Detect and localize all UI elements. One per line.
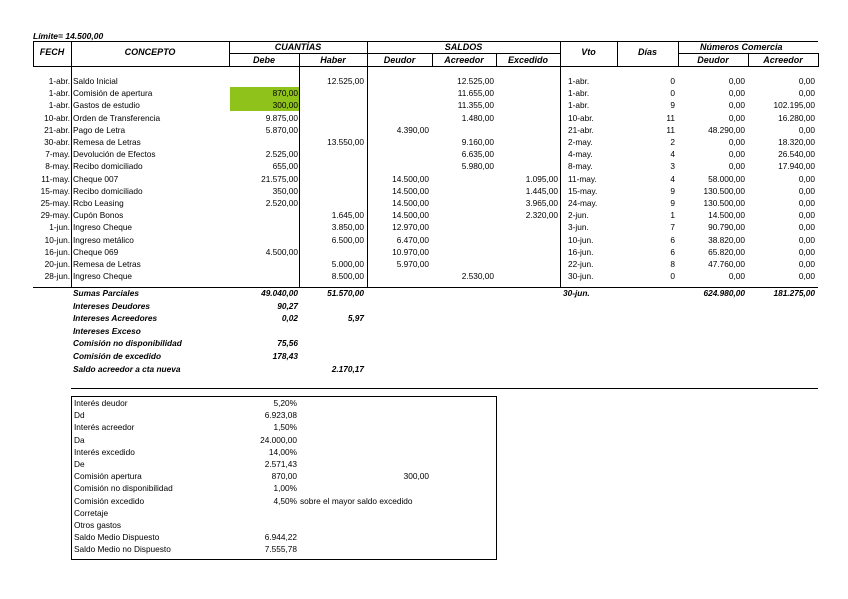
cell-acreedor <box>432 221 494 233</box>
cell-excedido: 1.445,00 <box>525 185 558 196</box>
cell-deudor: 10.970,00 <box>392 246 429 257</box>
parameter-extra: 300,00 <box>403 471 429 482</box>
cell-haber <box>299 124 364 136</box>
header-numeros-acreedor: Acreedor <box>763 55 803 65</box>
body-vline <box>560 67 561 287</box>
cell-excedido <box>496 112 558 124</box>
parameter-value: 6.923,08 <box>264 410 297 421</box>
cell-acreedor: 11.355,00 <box>457 100 494 111</box>
cell-concepto: Pago de Letra <box>73 124 126 135</box>
cell-excedido: 3.965,00 <box>525 198 558 208</box>
summary-num-acreedor <box>748 300 815 312</box>
cell-concepto: Ingreso Cheque <box>73 271 133 282</box>
cell-acreedor: 12.525,00 <box>457 76 494 86</box>
cell-deudor: 4.390,00 <box>396 124 429 135</box>
parameter-value: 24.000,00 <box>260 434 297 445</box>
cell-num-acreedor: 0,00 <box>798 259 815 269</box>
parameter-value: 1,50% <box>273 422 297 433</box>
cell-dias: 7 <box>670 222 675 233</box>
summary-label: Intereses Deudores <box>73 300 151 311</box>
cell-fecha: 16-jun. <box>44 246 70 257</box>
cell-fecha: 30-abr. <box>44 137 70 147</box>
summary-label: Comisión no disponibilidad <box>73 338 182 349</box>
cell-excedido <box>496 221 558 233</box>
cell-acreedor <box>432 234 494 246</box>
summary-num-acreedor <box>748 312 815 324</box>
summary-vto <box>563 325 613 337</box>
cell-num-deudor: 0,00 <box>728 112 745 123</box>
summary-vto <box>563 312 613 324</box>
cell-debe <box>229 136 298 148</box>
cell-haber: 1.645,00 <box>331 210 364 221</box>
cell-excedido <box>496 234 558 246</box>
cell-debe <box>229 75 298 87</box>
header-saldos: SALDOS <box>444 42 483 52</box>
parameter-label: Comisión no disponibilidad <box>74 483 173 494</box>
cell-num-acreedor: 26.540,00 <box>778 149 815 160</box>
cell-acreedor <box>432 185 494 197</box>
parameter-label: Interés acreedor <box>74 422 135 433</box>
cell-acreedor <box>432 258 494 270</box>
header-cuantias: CUANTÍAS <box>274 42 322 52</box>
parameter-value <box>229 519 297 531</box>
cell-debe: 350,00 <box>272 185 298 196</box>
cell-deudor: 14.500,00 <box>392 185 429 196</box>
cell-vto: 21-abr. <box>568 124 594 135</box>
parameter-label: Saldo Medio no Dispuesto <box>74 544 171 555</box>
cell-haber: 8.500,00 <box>331 271 364 282</box>
cell-deudor <box>367 136 429 148</box>
cell-fecha: 25-may. <box>40 198 70 208</box>
cell-haber <box>299 148 364 160</box>
cell-num-deudor: 90.790,00 <box>708 222 745 233</box>
cell-excedido <box>496 136 558 148</box>
cell-fecha: 10-abr. <box>44 112 70 123</box>
cell-concepto: Gastos de estudio <box>73 100 140 111</box>
section-separator <box>71 388 818 389</box>
summary-vto <box>563 350 613 362</box>
summary-vto <box>563 337 613 349</box>
cell-debe <box>229 258 298 270</box>
summary-num-deudor <box>678 325 745 337</box>
parameter-extra <box>300 446 490 458</box>
parameter-label: Comisión apertura <box>74 471 142 482</box>
header-numeros-comerciales: Números Comercia <box>700 42 783 52</box>
summary-debe <box>229 363 298 375</box>
cell-vto: 8-may. <box>568 161 593 172</box>
parameter-extra <box>300 397 490 409</box>
cell-deudor <box>367 160 429 172</box>
parameter-extra <box>300 409 490 421</box>
parameter-extra: sobre el mayor saldo excedido <box>300 495 413 506</box>
cell-debe <box>229 270 298 282</box>
cell-dias: 3 <box>670 161 675 172</box>
cell-dias: 9 <box>670 100 675 111</box>
summary-num-deudor <box>678 300 745 312</box>
cell-dias: 11 <box>666 124 675 135</box>
cell-num-deudor: 58.000,00 <box>708 173 745 184</box>
cell-vto: 4-may. <box>568 149 593 160</box>
cell-vto: 1-abr. <box>568 88 590 99</box>
cell-num-acreedor: 0,00 <box>798 124 815 135</box>
cell-vto: 1-abr. <box>568 76 590 86</box>
cell-num-deudor: 47.760,00 <box>708 259 745 269</box>
cell-num-deudor: 0,00 <box>728 76 745 86</box>
summary-debe: 178,43 <box>272 351 298 361</box>
cell-acreedor <box>432 197 494 209</box>
summary-haber: 51.570,00 <box>327 288 364 298</box>
parameter-label: Otros gastos <box>74 520 122 530</box>
summary-num-acreedor <box>748 350 815 362</box>
cell-num-acreedor: 18.320,00 <box>778 137 815 147</box>
cell-dias: 9 <box>670 185 675 196</box>
cell-debe <box>229 209 298 221</box>
cell-debe <box>229 234 298 246</box>
cell-acreedor <box>432 124 494 136</box>
cell-deudor: 5.970,00 <box>396 259 429 269</box>
cell-deudor <box>367 99 429 111</box>
parameter-extra <box>300 531 490 543</box>
body-vline <box>71 67 72 287</box>
cell-excedido <box>496 87 558 99</box>
cell-acreedor <box>432 209 494 221</box>
hdr-vline <box>818 53 819 67</box>
cell-haber <box>299 99 364 111</box>
cell-num-acreedor: 0,00 <box>798 246 815 257</box>
summary-num-acreedor: 181.275,00 <box>773 288 815 298</box>
cell-num-acreedor: 0,00 <box>798 234 815 245</box>
cell-vto: 30-jun. <box>568 271 594 282</box>
cell-haber <box>299 185 364 197</box>
cell-fecha: 29-may. <box>40 210 70 221</box>
cell-dias: 6 <box>670 234 675 245</box>
cell-debe: 5.870,00 <box>265 124 298 135</box>
cell-num-acreedor: 17.940,00 <box>778 161 815 172</box>
cell-haber <box>299 173 364 185</box>
cell-dias: 0 <box>670 88 675 99</box>
cell-num-acreedor: 0,00 <box>798 88 815 99</box>
cell-haber: 5.000,00 <box>331 259 364 269</box>
cell-deudor: 14.500,00 <box>392 210 429 221</box>
summary-num-deudor <box>678 337 745 349</box>
cell-num-deudor: 0,00 <box>728 149 745 160</box>
summary-vto: 30-jun. <box>563 288 590 298</box>
cell-excedido <box>496 246 558 258</box>
summary-label: Intereses Acreedores <box>73 313 158 324</box>
saldos-sub-line <box>367 53 560 54</box>
cell-vto: 16-jun. <box>568 246 594 257</box>
cell-num-acreedor: 0,00 <box>798 173 815 184</box>
cell-debe: 21.575,00 <box>261 173 298 184</box>
cell-vto: 10-jun. <box>568 234 594 245</box>
cell-excedido: 1.095,00 <box>525 173 558 184</box>
cell-fecha: 7-may. <box>45 149 70 160</box>
cell-num-deudor: 65.820,00 <box>708 246 745 257</box>
summary-num-deudor <box>678 312 745 324</box>
summary-haber <box>299 337 364 349</box>
summary-debe: 90,27 <box>277 300 298 311</box>
cell-vto: 15-may. <box>568 185 598 196</box>
cell-debe <box>229 221 298 233</box>
limite-label: Límite= 14.500,00 <box>33 31 104 41</box>
cell-dias: 6 <box>670 246 675 257</box>
cell-fecha: 1-abr. <box>48 100 70 111</box>
summary-haber: 5,97 <box>347 313 364 324</box>
header-saldo-deudor: Deudor <box>383 55 416 65</box>
cell-concepto: Remesa de Letras <box>73 259 141 269</box>
cell-vto: 22-jun. <box>568 259 594 269</box>
cell-deudor <box>367 148 429 160</box>
cell-fecha: 21-abr. <box>44 124 70 135</box>
header-debe: Debe <box>252 55 275 65</box>
cell-fecha: 1-abr. <box>48 76 70 86</box>
cell-num-deudor: 0,00 <box>728 137 745 147</box>
summary-debe: 0,02 <box>281 313 298 324</box>
cell-acreedor: 5.980,00 <box>461 161 494 172</box>
parameter-label: Interés deudor <box>74 398 128 408</box>
cell-acreedor: 9.160,00 <box>461 137 494 147</box>
cell-num-acreedor: 0,00 <box>798 185 815 196</box>
header-concepto: CONCEPTO <box>124 47 176 57</box>
parameter-extra <box>300 482 490 494</box>
cell-deudor: 14.500,00 <box>392 173 429 184</box>
cell-fecha: 10-jun. <box>44 234 70 245</box>
summary-haber: 2.170,17 <box>331 363 364 374</box>
parameter-extra <box>300 434 490 446</box>
cell-fecha: 1-jun. <box>49 222 70 233</box>
cell-concepto: Cupón Bonos <box>73 210 124 221</box>
parameter-value: 7.555,78 <box>264 544 297 555</box>
summary-haber <box>299 300 364 312</box>
parameter-label: Da <box>74 434 85 445</box>
cell-vto: 24-may. <box>568 198 598 208</box>
parameter-extra <box>300 507 490 519</box>
parameter-extra <box>300 519 490 531</box>
cell-deudor: 12.970,00 <box>392 222 429 233</box>
parameter-value: 870,00 <box>271 471 297 482</box>
cell-deudor: 6.470,00 <box>396 234 429 245</box>
cell-acreedor <box>432 173 494 185</box>
header-saldo-excedido: Excedido <box>507 55 548 65</box>
cell-concepto: Remesa de Letras <box>73 137 141 147</box>
cell-concepto: Cheque 007 <box>73 173 119 184</box>
cell-excedido: 2.320,00 <box>525 210 558 221</box>
summary-num-acreedor <box>748 337 815 349</box>
cell-haber <box>299 160 364 172</box>
parameter-value: 1,00% <box>273 483 297 494</box>
cell-fecha: 11-may. <box>41 173 70 184</box>
cell-vto: 3-jun. <box>568 222 589 233</box>
header-fech: FECH <box>39 47 65 57</box>
cell-deudor <box>367 270 429 282</box>
cell-excedido <box>496 160 558 172</box>
cell-debe: 870,00 <box>272 88 298 99</box>
summary-label: Comisión de excedido <box>73 351 162 361</box>
cell-vto: 2-may. <box>568 137 593 147</box>
cell-haber <box>299 87 364 99</box>
cell-excedido <box>496 99 558 111</box>
cell-num-deudor: 0,00 <box>728 88 745 99</box>
cell-num-deudor: 14.500,00 <box>708 210 745 221</box>
cell-haber: 13.550,00 <box>327 137 364 147</box>
cell-acreedor: 1.480,00 <box>461 112 494 123</box>
cell-excedido <box>496 148 558 160</box>
summary-label: Intereses Exceso <box>73 325 141 336</box>
summary-debe: 49.040,00 <box>261 288 298 298</box>
cell-vto: 11-may. <box>568 173 597 184</box>
cell-dias: 4 <box>670 149 675 160</box>
parameter-label: Comisión excedido <box>74 495 145 506</box>
summary-num-deudor <box>678 350 745 362</box>
parameter-label: Interés excedido <box>74 446 135 457</box>
cell-fecha: 28-jun. <box>44 271 70 282</box>
cell-excedido <box>496 75 558 87</box>
cell-concepto: Rcbo Leasing <box>73 198 124 208</box>
summary-num-acreedor <box>748 363 815 375</box>
cell-deudor <box>367 87 429 99</box>
parameter-value: 2.571,43 <box>264 459 297 469</box>
cell-debe: 2.525,00 <box>265 149 298 160</box>
cell-dias: 11 <box>666 112 675 123</box>
cell-concepto: Cheque 069 <box>73 246 119 257</box>
cell-dias: 0 <box>670 271 675 282</box>
cell-concepto: Orden de Transferencia <box>73 112 161 123</box>
cell-deudor <box>367 75 429 87</box>
parameter-label: Saldo Medio Dispuesto <box>74 532 160 543</box>
cell-acreedor <box>432 246 494 258</box>
cell-fecha: 15-may. <box>40 185 70 196</box>
cell-fecha: 8-may. <box>45 161 70 172</box>
parameter-value: 14,00% <box>268 446 297 457</box>
parameter-value: 5,20% <box>273 398 297 408</box>
cell-num-deudor: 130.500,00 <box>703 198 745 208</box>
cell-excedido <box>496 124 558 136</box>
summary-debe: 75,56 <box>277 338 298 349</box>
cell-dias: 0 <box>670 76 675 86</box>
cell-num-acreedor: 102.195,00 <box>773 100 815 111</box>
parameter-value: 4,50% <box>273 495 297 506</box>
cell-num-deudor: 0,00 <box>728 100 745 111</box>
cell-fecha: 1-abr. <box>48 88 70 99</box>
cell-deudor: 14.500,00 <box>392 198 429 208</box>
cell-num-deudor: 0,00 <box>728 161 745 172</box>
cell-debe: 2.520,00 <box>265 198 298 208</box>
parameter-extra <box>300 543 490 555</box>
summary-num-acreedor <box>748 325 815 337</box>
cell-vto: 10-abr. <box>568 112 594 123</box>
cell-haber <box>299 246 364 258</box>
parameter-value: 6.944,22 <box>264 532 297 543</box>
parameter-extra <box>300 421 490 433</box>
header-haber: Haber <box>320 55 346 65</box>
cell-concepto: Ingreso metálico <box>73 234 134 245</box>
cell-vto: 2-jun. <box>568 210 589 221</box>
summary-haber <box>299 325 364 337</box>
header-numeros-deudor: Deudor <box>697 55 729 65</box>
cell-debe: 655,00 <box>272 161 298 172</box>
summary-num-deudor <box>678 363 745 375</box>
cell-concepto: Ingreso Cheque <box>73 222 133 233</box>
header-saldo-acreedor: Acreedor <box>444 55 484 65</box>
cell-dias: 1 <box>670 210 675 221</box>
cell-num-deudor: 0,00 <box>728 271 745 282</box>
summary-label: Saldo acreedor a cta nueva <box>73 363 181 374</box>
cell-dias: 9 <box>670 198 675 208</box>
cell-acreedor: 6.635,00 <box>461 149 494 160</box>
cell-num-acreedor: 0,00 <box>798 271 815 282</box>
parameter-label: Dd <box>74 410 85 421</box>
summary-debe <box>229 325 298 337</box>
cell-num-deudor: 38.820,00 <box>708 234 745 245</box>
cuantias-sub-line <box>229 53 367 54</box>
cell-concepto: Saldo Inicial <box>73 76 118 86</box>
cell-num-acreedor: 16.280,00 <box>778 112 815 123</box>
summary-num-deudor: 624.980,00 <box>703 288 745 298</box>
cell-dias: 2 <box>670 137 675 147</box>
cell-acreedor: 2.530,00 <box>461 271 494 282</box>
cell-dias: 8 <box>670 259 675 269</box>
summary-haber <box>299 350 364 362</box>
cell-acreedor: 11.655,00 <box>457 88 494 99</box>
parameter-label: De <box>74 459 85 469</box>
cell-num-deudor: 130.500,00 <box>703 185 745 196</box>
summary-label: Sumas Parciales <box>73 288 139 298</box>
cell-haber <box>299 112 364 124</box>
cell-debe: 4.500,00 <box>265 246 298 257</box>
cell-vto: 1-abr. <box>568 100 590 111</box>
cell-excedido <box>496 270 558 282</box>
parameter-value <box>229 507 297 519</box>
summary-vto <box>563 363 613 375</box>
cell-num-acreedor: 0,00 <box>798 198 815 208</box>
header-vto: Vto <box>581 47 596 57</box>
cell-num-acreedor: 0,00 <box>798 76 815 86</box>
cell-haber: 3.850,00 <box>331 222 364 233</box>
cell-debe: 9.875,00 <box>265 112 298 123</box>
parameter-label: Corretaje <box>74 507 109 518</box>
cell-num-acreedor: 0,00 <box>798 222 815 233</box>
cell-num-deudor: 48.290,00 <box>708 124 745 135</box>
cell-excedido <box>496 258 558 270</box>
cell-haber: 12.525,00 <box>327 76 364 86</box>
cell-concepto: Recibo domiciliado <box>73 161 143 172</box>
cell-fecha: 20-jun. <box>44 259 70 269</box>
cell-dias: 4 <box>670 173 675 184</box>
cell-concepto: Comisión de apertura <box>73 88 153 99</box>
cell-num-acreedor: 0,00 <box>798 210 815 221</box>
header-dias: Días <box>637 47 657 57</box>
summary-vto <box>563 300 613 312</box>
cell-haber <box>299 197 364 209</box>
cell-debe: 300,00 <box>272 100 298 111</box>
header-bottom-line <box>33 66 818 67</box>
cell-concepto: Recibo domiciliado <box>73 185 143 196</box>
parameter-extra <box>300 458 490 470</box>
cell-concepto: Devolución de Efectos <box>73 149 156 160</box>
cell-haber: 6.500,00 <box>331 234 364 245</box>
cell-deudor <box>367 112 429 124</box>
